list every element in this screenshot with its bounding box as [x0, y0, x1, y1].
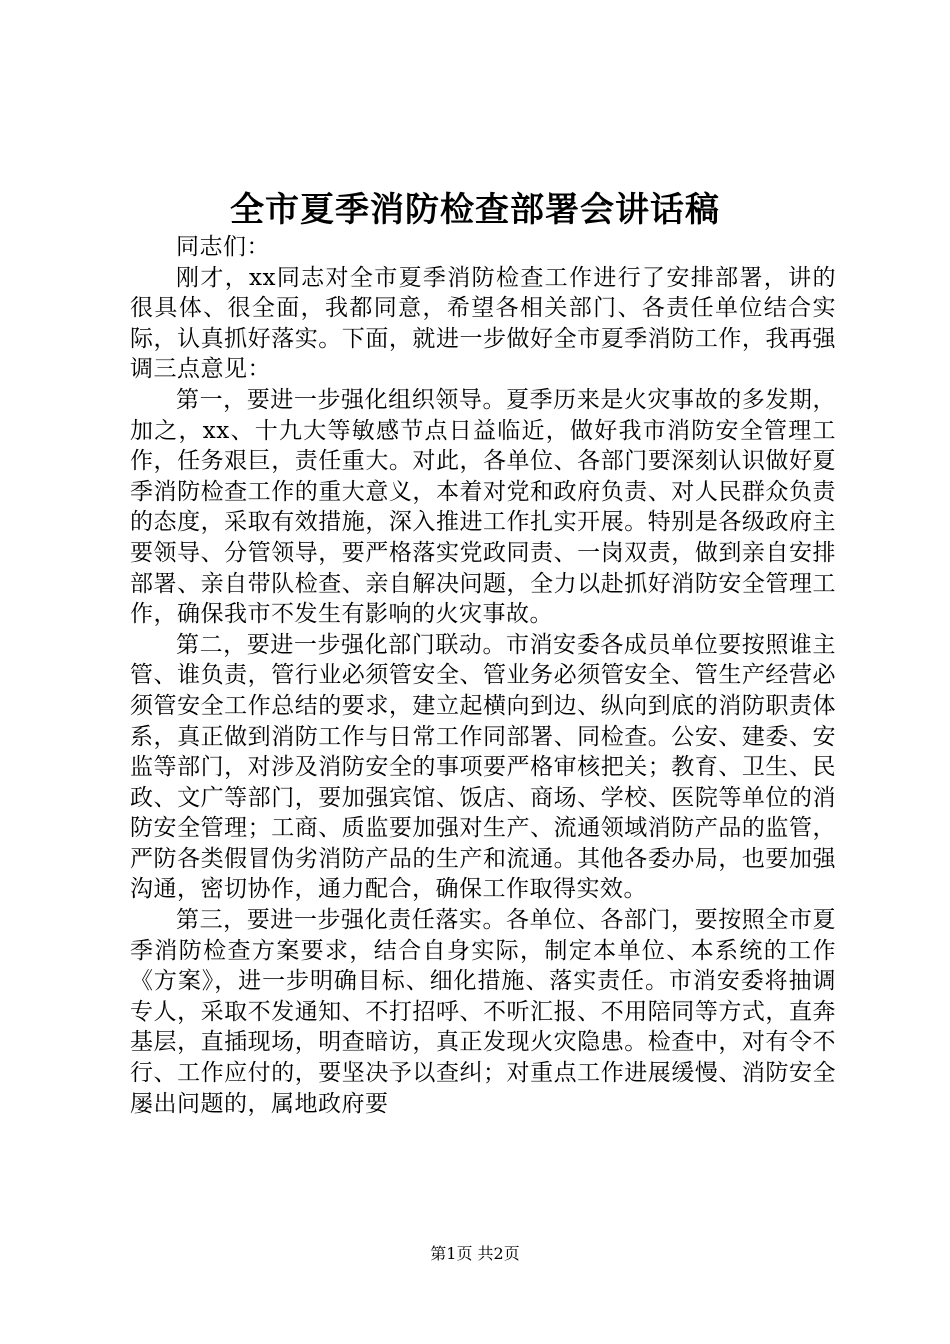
document-title: 全市夏季消防检查部署会讲话稿: [230, 190, 720, 230]
salutation: 同志们：: [176, 234, 270, 260]
paragraph-first-point: 第一，要进一步强化组织领导。夏季历来是火灾事故的多发期，加之，xx、十九大等敏感节点日益临近，做好我市消防安全管理工作，任务艰巨，责任重大。对此，各单位、各部门要深刻认识做好夏季消防检查工作的重大意义，本着对党和政府负责、对人民群众负责的态度，采取有效措施，深入推进工作扎实开展。特别是各级政府主要领导、分管领导，要严格落实党政同责、一岗双责，做到亲自安排部署、亲自带队检查、亲自解决问题，全力以赴抓好消防安全管理工作，确保我市不发生有影响的火灾事故。: [130, 386, 836, 628]
paragraph-second-point: 第二，要进一步强化部门联动。市消安委各成员单位要按照谁主管、谁负责，管行业必须管安全、管业务必须管安全、管生产经营必须管安全工作总结的要求，建立起横向到边、纵向到底的消防职责体系，真正做到消防工作与日常工作同部署、同检查。公安、建委、安监等部门，对涉及消防安全的事项要严格审核把关；教育、卫生、民政、文广等部门，要加强宾馆、饭店、商场、学校、医院等单位的消防安全管理；工商、质监要加强对生产、流通领域消防产品的监管，严防各类假冒伪劣消防产品的生产和流通。其他各委办局，也要加强沟通，密切协作，通力配合，确保工作取得实效。: [130, 631, 836, 903]
paragraph-third-point: 第三，要进一步强化责任落实。各单位、各部门，要按照全市夏季消防检查方案要求，结合自身实际，制定本单位、本系统的工作《方案》，进一步明确目标、细化措施、落实责任。市消安委将抽调专人，采取不发通知、不打招呼、不听汇报、不用陪同等方式，直奔基层，直插现场，明查暗访，真正发现火灾隐患。检查中，对有令不行、工作应付的，要坚决予以查纠；对重点工作进展缓慢、消防安全屡出问题的，属地政府要: [130, 907, 836, 1117]
document-body: [130, 232, 836, 1119]
paragraph-intro: 刚才，xx同志对全市夏季消防检查工作进行了安排部署，讲的很具体、很全面，我都同意，希望各相关部门、各责任单位结合实际，认真抓好落实。下面，就进一步做好全市夏季消防工作，我再强调三点意见：: [130, 264, 836, 383]
page-number-footer: 第1页 共2页: [430, 1244, 520, 1263]
